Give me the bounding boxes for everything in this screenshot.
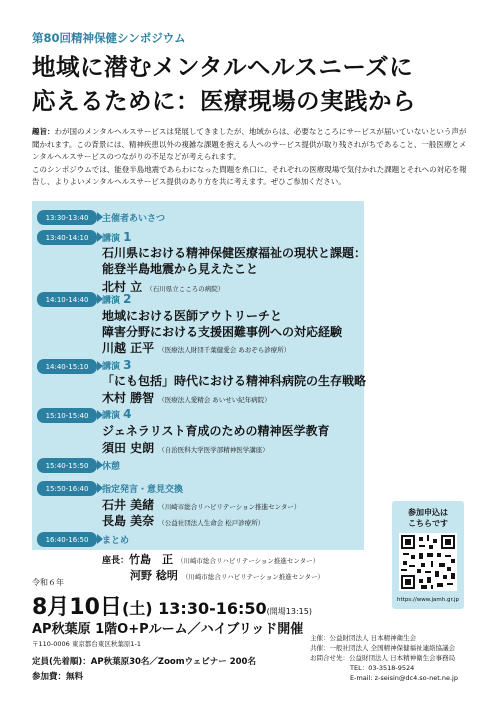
chair: 河野 稔明 （川崎市総合リハビリテーション推進センター） bbox=[130, 569, 324, 582]
panelist: 長島 美奈 （公益社団法人生命会 松戸診療所） bbox=[102, 514, 265, 528]
title-line-1: 地域に潜むメンタルヘルスニーズに bbox=[32, 53, 414, 81]
era-year: 令和６年 bbox=[32, 578, 64, 587]
lecture-label: 講演 2 bbox=[102, 292, 132, 306]
event-venue: AP秋葉原 1階O+Pルーム／ハイブリッド開催 bbox=[32, 622, 304, 637]
symposium-kicker: 第80回精神保健シンポジウム bbox=[32, 31, 186, 45]
lecture-title: 石川県における精神保健医療福祉の現状と課題： 能登半島地震から見えたこと bbox=[102, 246, 367, 276]
section-label: 休憩 bbox=[102, 462, 121, 472]
capacity: 定員(先着順)：AP秋葉原30名／Zoomウェビナー 200名 bbox=[32, 657, 256, 667]
co-host: 共催：一般社団法人 全国精神保健福祉連絡協議会 bbox=[310, 644, 456, 652]
time-badge: 14:10-14:40 bbox=[37, 292, 97, 307]
registration-url[interactable]: https://www.jamh.gr.jp bbox=[397, 597, 459, 603]
title-line-2: 応えるために：医療現場の実践から bbox=[32, 87, 416, 115]
time-badge: 14:40-15:10 bbox=[37, 359, 97, 374]
time-badge: 16:40-16:50 bbox=[37, 532, 97, 547]
lecture-title: 「にも包括」時代における精神科病院の生存戦略 bbox=[102, 374, 367, 388]
event-date: 8月10日(土) 13:30-16:50(開場13:15) bbox=[32, 595, 312, 620]
lecture-label: 講演 4 bbox=[102, 407, 132, 421]
time-badge: 13:40-14:10 bbox=[37, 230, 97, 245]
contact: お問合せ先：公益財団法人 日本精神衛生会事務局 bbox=[310, 654, 456, 662]
time-badge: 15:40-15:50 bbox=[37, 458, 97, 473]
speaker: 川越 正平 （医療法人財団千葉健愛会 あおぞら診療所） bbox=[102, 341, 291, 355]
time-badge: 15:10-15:40 bbox=[37, 408, 97, 423]
qr-code-icon[interactable] bbox=[399, 533, 457, 591]
contact-email[interactable]: E-mail: z-seisin@dc4.so-net.ne.jp bbox=[350, 674, 458, 682]
venue-address: 〒110-0006 東京都台東区秋葉原1-1 bbox=[32, 640, 141, 648]
fee: 参加費：無料 bbox=[32, 672, 84, 682]
section-label: 指定発言・意見交換 bbox=[102, 485, 184, 495]
section-label: まとめ bbox=[102, 536, 130, 546]
speaker: 須田 史朗 （自治医科大学医学部精神医学講座） bbox=[102, 441, 269, 455]
intro-text bbox=[32, 126, 472, 189]
organizers bbox=[310, 633, 458, 683]
lecture-title: ジェネラリスト育成のための精神医学教育 bbox=[102, 424, 330, 438]
lecture-label: 講演 3 bbox=[102, 358, 132, 372]
time-badge: 13:30-13:40 bbox=[37, 210, 97, 225]
section-label: 主催者あいさつ bbox=[102, 214, 166, 224]
speaker: 木村 勝智 （医療法人愛精会 あいせい紀年病院） bbox=[102, 391, 271, 405]
time-badge: 15:50-16:40 bbox=[37, 481, 97, 496]
panelist: 石井 美緒 （川崎市総合リハビリテーション推進センター） bbox=[102, 498, 301, 512]
speaker: 北村 立 （石川県立こころの病院） bbox=[102, 280, 225, 294]
intro-paragraph-1: わが国のメンタルヘルスサービスは発展してきましたが、地域からは、必要なところにサービスが届いていないという声が聞かれます。この背景には、精神疾患以外の複雑な課題を抱える人へのサービス提供が取り残されがちであること、一般医療とメンタルヘルスサービスのつながりの不足などが考えられます。 bbox=[32, 127, 467, 162]
lecture-title: 地域における医師アウトリーチと 障害分野における支援困難事例への対応経験 bbox=[102, 309, 343, 339]
lecture-label: 講演 1 bbox=[102, 230, 132, 244]
registration-label: 参加申込は こちらです bbox=[408, 508, 448, 528]
contact-tel: TEL：03-3518-9524 bbox=[350, 664, 415, 672]
host: 主催：公益財団法人 日本精神衛生会 bbox=[310, 634, 417, 642]
intro-paragraph-2: このシンポジウムでは、能登半島地震であらわになった問題を糸口に、それぞれの医療現場で気付かれた課題とそれへの対応を報告し、よりよいメンタルヘルスサービス提供のあり方を共に考えます。ぜひご参加ください。 bbox=[32, 164, 467, 187]
chair: 座長：竹島 正 （川崎市総合リハビリテーション推進センター） bbox=[102, 553, 320, 566]
intro-label: 趣旨： bbox=[32, 127, 55, 136]
